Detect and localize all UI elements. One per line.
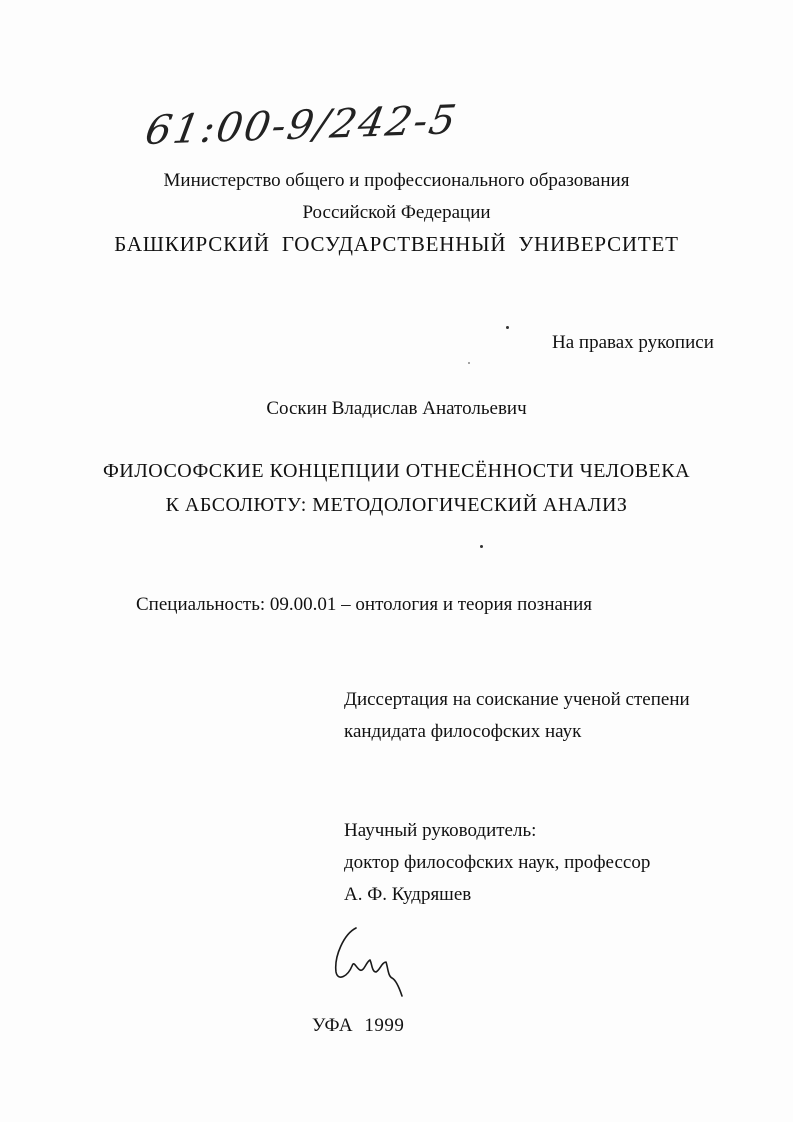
catalog-number-handwritten	[141, 97, 510, 168]
scan-speck	[506, 326, 509, 329]
supervisor-name: А. Ф. Кудряшев	[344, 884, 472, 905]
scan-speck	[468, 362, 470, 364]
degree-line-2: кандидата философских наук	[344, 721, 582, 742]
dissertation-title-line-2: К АБСОЛЮТУ: МЕТОДОЛОГИЧЕСКИЙ АНАЛИЗ	[165, 494, 628, 516]
signature-image	[326, 920, 416, 1000]
dissertation-title-line-1: ФИЛОСОФСКИЕ КОНЦЕПЦИИ ОТНЕСЁННОСТИ ЧЕЛОВЕКА	[102, 460, 691, 482]
university-name: БАШКИРСКИЙ ГОСУДАРСТВЕННЫЙ УНИВЕРСИТЕТ	[114, 232, 679, 256]
city-year: УФА 1999	[312, 1015, 405, 1036]
degree-line-1: Диссертация на соискание ученой степени	[344, 689, 690, 710]
supervisor-degree: доктор философских наук, профессор	[344, 852, 651, 873]
supervisor-label: Научный руководитель:	[344, 820, 537, 841]
manuscript-rights-note: На правах рукописи	[552, 332, 714, 353]
ministry-line: Министерство общего и профессионального образования	[163, 170, 630, 191]
scan-speck	[480, 545, 483, 548]
federation-line: Российской Федерации	[302, 202, 491, 223]
specialty-line: Специальность: 09.00.01 – онтология и теория познания	[136, 594, 592, 615]
author-name: Соскин Владислав Анатольевич	[266, 398, 527, 419]
catalog-number: 61:00-9/242-5	[141, 97, 462, 154]
